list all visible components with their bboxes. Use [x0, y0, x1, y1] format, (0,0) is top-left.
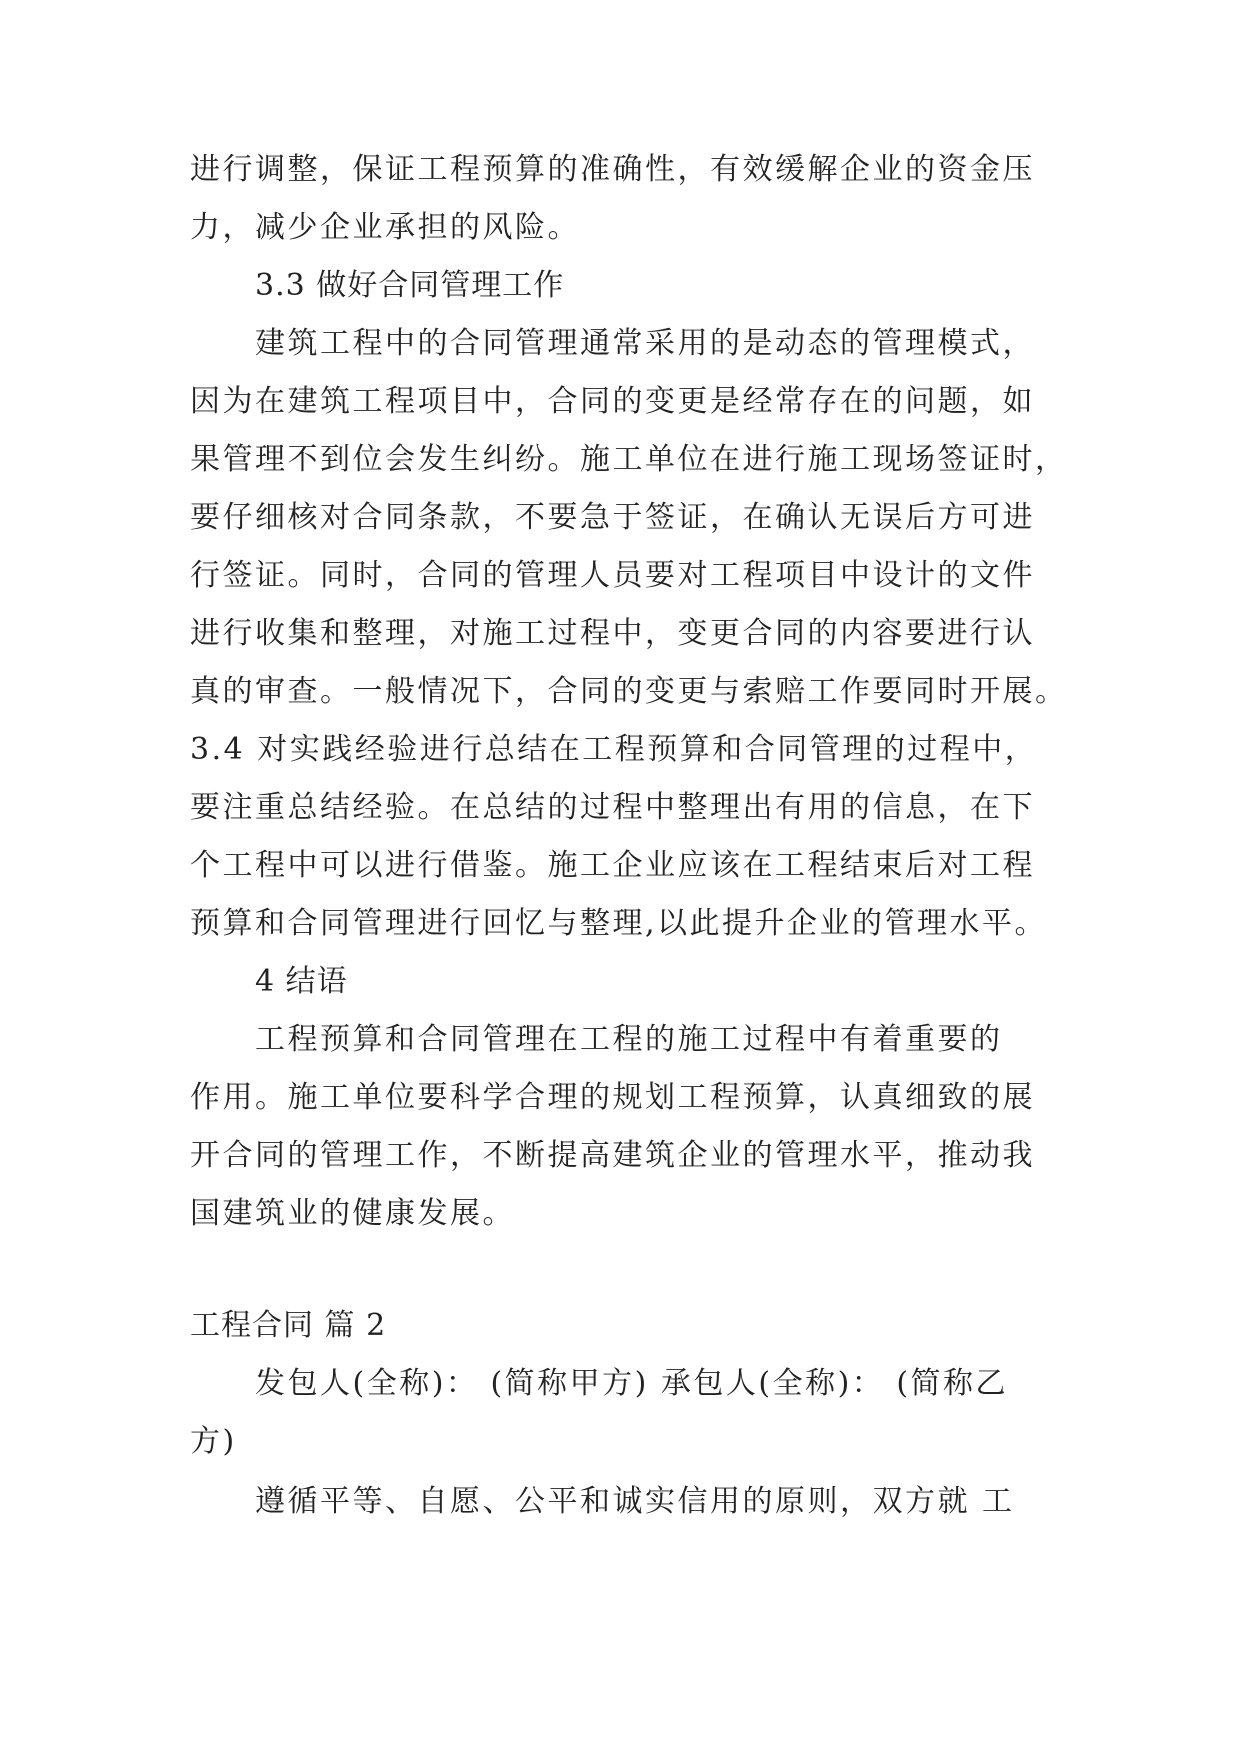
paragraph-line: 果管理不到位会发生纠纷。施工单位在进行施工现场签证时， — [190, 442, 1068, 477]
paragraph-line: 进行调整，保证工程预算的准确性，有效缓解企业的资金压 — [190, 152, 1035, 187]
paragraph-line: 开合同的管理工作，不断提高建筑企业的管理水平，推动我 — [190, 1138, 1035, 1173]
paragraph-line: 因为在建筑工程项目中，合同的变更是经常存在的问题，如 — [190, 384, 1035, 419]
paragraph-line: 行签证。同时，合同的管理人员要对工程项目中设计的文件 — [190, 558, 1035, 593]
paragraph-line: 预算和合同管理进行回忆与整理,以此提升企业的管理水平。 — [190, 906, 1048, 941]
article-title: 工程合同 篇 2 — [190, 1308, 387, 1343]
paragraph-line: 力，减少企业承担的风险。 — [190, 210, 580, 245]
paragraph-line: 个工程中可以进行借鉴。施工企业应该在工程结束后对工程 — [190, 848, 1035, 883]
paragraph-line: 3.4 对实践经验进行总结在工程预算和合同管理的过程中， — [190, 732, 1038, 767]
paragraph-line: 建筑工程中的合同管理通常采用的是动态的管理模式， — [255, 326, 1035, 361]
paragraph-line: 方) — [190, 1424, 237, 1459]
paragraph-line: 工程预算和合同管理在工程的施工过程中有着重要的 — [255, 1022, 1003, 1057]
paragraph-line: 作用。施工单位要科学合理的规划工程预算，认真细致的展 — [190, 1080, 1035, 1115]
paragraph-line: 遵循平等、自愿、公平和诚实信用的原则，双方就 工 — [255, 1484, 1015, 1519]
paragraph-line: 国建筑业的健康发展。 — [190, 1196, 515, 1231]
section-heading-4: 4 结语 — [255, 964, 348, 999]
paragraph-line: 发包人(全称)： (简称甲方) 承包人(全称)： (简称乙 — [255, 1366, 1009, 1401]
paragraph-line: 真的审查。一般情况下，合同的变更与索赔工作要同时开展。 — [190, 674, 1068, 709]
paragraph-line: 进行收集和整理，对施工过程中，变更合同的内容要进行认 — [190, 616, 1035, 651]
paragraph-line: 要注重总结经验。在总结的过程中整理出有用的信息，在下 — [190, 790, 1035, 825]
paragraph-line: 要仔细核对合同条款，不要急于签证，在确认无误后方可进 — [190, 500, 1035, 535]
section-heading-3-3: 3.3 做好合同管理工作 — [255, 268, 565, 303]
